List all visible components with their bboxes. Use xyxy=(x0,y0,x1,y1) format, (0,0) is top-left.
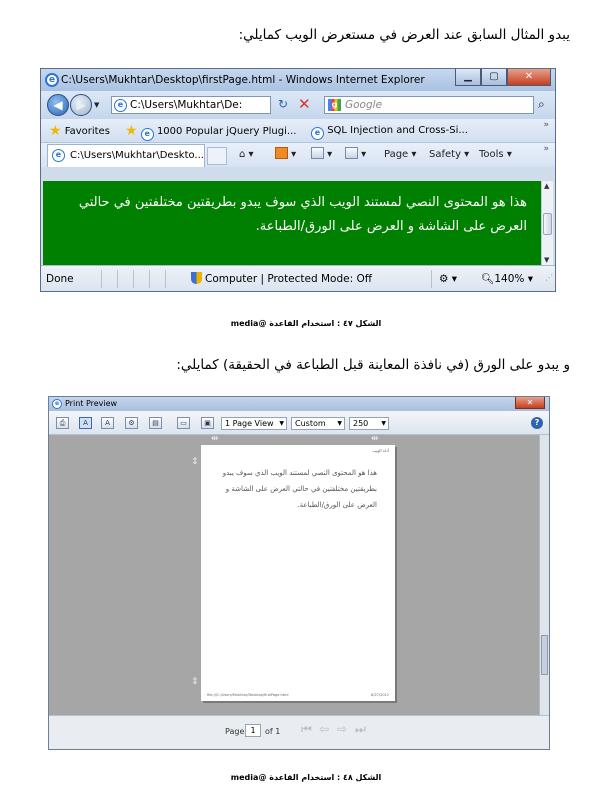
print-preview-title-bar xyxy=(49,397,549,411)
figure-caption-47: الشكل ٤٧ : استخدام القاعدة @media xyxy=(230,319,382,328)
ie-logo-icon: e xyxy=(52,399,62,409)
page-content: هذا هو المحتوى النصي لمستند الويب الذي سوف يبدو بطريقتين مختلفتين في حالتي العرض على الشاشة و العرض على الورق/الطباعة. xyxy=(43,181,541,265)
page-icon: e xyxy=(52,149,65,162)
command-bar xyxy=(41,143,555,167)
add-favorite-icon: ★ xyxy=(125,123,138,139)
star-icon: ★ xyxy=(49,123,62,139)
print-preview-title: Print Preview xyxy=(65,399,118,408)
figure-caption-48: الشكل ٤٨ : استخدام القاعدة @media xyxy=(230,773,382,782)
tools-menu[interactable]: Tools ▾ xyxy=(479,149,512,160)
close-button[interactable]: ✕ xyxy=(507,69,551,86)
paper-footer-url: file:///C:/Users/Mukhtar/Desktop/firstPage.html xyxy=(207,693,289,697)
help-icon[interactable]: ? xyxy=(531,417,543,429)
zoom-percent-select[interactable]: 250 ▼ xyxy=(349,417,389,430)
favorite-item-jquery[interactable]: ★ e 1000 Popular jQuery Plugi... xyxy=(125,123,297,139)
search-placeholder: Google xyxy=(345,99,383,111)
zoom-control[interactable]: 🔍︎140% ▾ xyxy=(481,273,533,285)
page-setup-icon[interactable]: ⚙ xyxy=(125,417,138,429)
vertical-scrollbar[interactable] xyxy=(541,181,553,265)
margin-handle-icon[interactable]: ⇹ xyxy=(371,434,379,444)
ie-window-title: C:\Users\Mukhtar\Desktop\firstPage.html - Windows Internet Explorer xyxy=(61,74,425,86)
scroll-down-icon[interactable]: ▼ xyxy=(544,256,550,264)
paper-content: هذا هو المحتوى النصي لمستند الويب الذي سوف يبدو بطريقتين مختلفتين في حالتي العرض على الشاشة و العرض على الورق/الطباعة. xyxy=(222,469,377,509)
first-page-icon[interactable]: ⏮ xyxy=(301,722,312,736)
page-label: Page xyxy=(225,727,245,736)
ie-window xyxy=(40,68,556,292)
close-button[interactable]: ✕ xyxy=(515,397,545,409)
address-toolbar xyxy=(41,91,555,119)
size-mode-select[interactable]: Custom ▼ xyxy=(291,417,345,430)
preview-canvas xyxy=(49,435,541,715)
intro-text-top: يبدو المثال السابق عند العرض في مستعرض الويب كمايلي: xyxy=(238,27,570,43)
preview-page xyxy=(201,445,395,701)
home-icon[interactable]: ⌂ ▾ xyxy=(239,149,254,160)
preview-scrollbar[interactable] xyxy=(539,435,549,715)
page-navigation xyxy=(49,715,549,750)
back-button[interactable]: ◀ xyxy=(47,94,69,116)
status-text: Done xyxy=(46,273,74,285)
history-dropdown-icon[interactable]: ▼ xyxy=(94,101,100,109)
search-icon[interactable]: ⌕ xyxy=(538,97,545,111)
favorites-button[interactable]: ★ Favorites xyxy=(49,123,110,139)
ie-logo-icon: e xyxy=(45,73,59,87)
portrait-icon[interactable]: A xyxy=(79,417,92,429)
margin-handle-icon[interactable]: ⇹ xyxy=(211,434,219,444)
status-bar xyxy=(41,265,555,292)
view-mode-select[interactable]: 1 Page View ▼ xyxy=(221,417,287,430)
address-bar[interactable] xyxy=(111,96,271,114)
minimize-button[interactable]: ▁ xyxy=(455,69,481,86)
page-count: of 1 xyxy=(265,727,281,736)
scroll-thumb[interactable] xyxy=(541,635,548,675)
address-value: C:\Users\Mukhtar\De: xyxy=(130,99,243,111)
safety-menu[interactable]: Safety ▾ xyxy=(429,149,470,160)
chevron-right-icon[interactable]: » xyxy=(543,144,549,154)
landscape-icon[interactable]: A xyxy=(101,417,114,429)
print-preview-window xyxy=(48,396,550,750)
print-icon[interactable]: ⎙ xyxy=(56,417,69,429)
last-page-icon[interactable]: ⏭ xyxy=(355,722,366,736)
headers-footers-icon[interactable]: ▤ xyxy=(149,417,162,429)
favorites-bar xyxy=(41,119,555,143)
scroll-thumb[interactable] xyxy=(543,213,552,235)
feeds-icon[interactable]: ▾ xyxy=(275,143,296,167)
full-page-icon[interactable]: ▣ xyxy=(201,417,214,429)
tab-current[interactable]: e C:\Users\Mukhtar\Deskto... xyxy=(47,144,205,167)
new-tab-button[interactable] xyxy=(207,147,227,165)
paper-footer-date: 8/27/2012 xyxy=(371,693,389,697)
refresh-icon[interactable]: ↻ xyxy=(278,97,289,111)
shield-icon xyxy=(191,272,202,284)
intro-text-bottom: و يبدو على الورق (في نافذة المعاينة قبل الطباعة في الحقيقة) كمايلي: xyxy=(176,357,570,373)
ie-title-bar xyxy=(41,69,555,91)
page-number-input[interactable]: 1 xyxy=(245,724,261,737)
google-icon: g xyxy=(328,99,341,111)
page-icon: e xyxy=(311,127,324,140)
print-icon[interactable]: ▾ xyxy=(345,143,366,167)
resize-grip-icon[interactable]: ⋰ xyxy=(545,273,553,282)
security-zone[interactable]: Computer | Protected Mode: Off xyxy=(191,266,372,292)
print-preview-toolbar xyxy=(49,411,549,435)
zoom-value: 140% xyxy=(494,273,525,285)
stop-icon[interactable]: ✕ xyxy=(298,95,311,113)
full-width-icon[interactable]: ▭ xyxy=(177,417,190,429)
favorite-item-sql[interactable]: e SQL Injection and Cross-Si... xyxy=(311,119,468,143)
mail-icon[interactable]: ▾ xyxy=(311,143,332,167)
page-icon: e xyxy=(114,99,127,112)
chevron-right-icon[interactable]: » xyxy=(543,120,549,130)
page-menu[interactable]: Page ▾ xyxy=(384,149,417,160)
page-icon: e xyxy=(141,128,154,141)
paper-header: أداة الويب xyxy=(372,448,389,453)
margin-handle-icon[interactable]: ⇕ xyxy=(191,677,199,687)
protected-mode-icon[interactable]: ⚙ ▾ xyxy=(439,273,458,285)
previous-page-icon[interactable]: ⇦ xyxy=(319,722,330,736)
margin-handle-icon[interactable]: ⇕ xyxy=(191,457,199,467)
scroll-up-icon[interactable]: ▲ xyxy=(544,182,550,190)
next-page-icon[interactable]: ⇨ xyxy=(337,722,348,736)
forward-button[interactable]: ▶ xyxy=(70,94,92,116)
maximize-button[interactable]: ▢ xyxy=(481,69,507,86)
search-input[interactable] xyxy=(324,96,534,114)
